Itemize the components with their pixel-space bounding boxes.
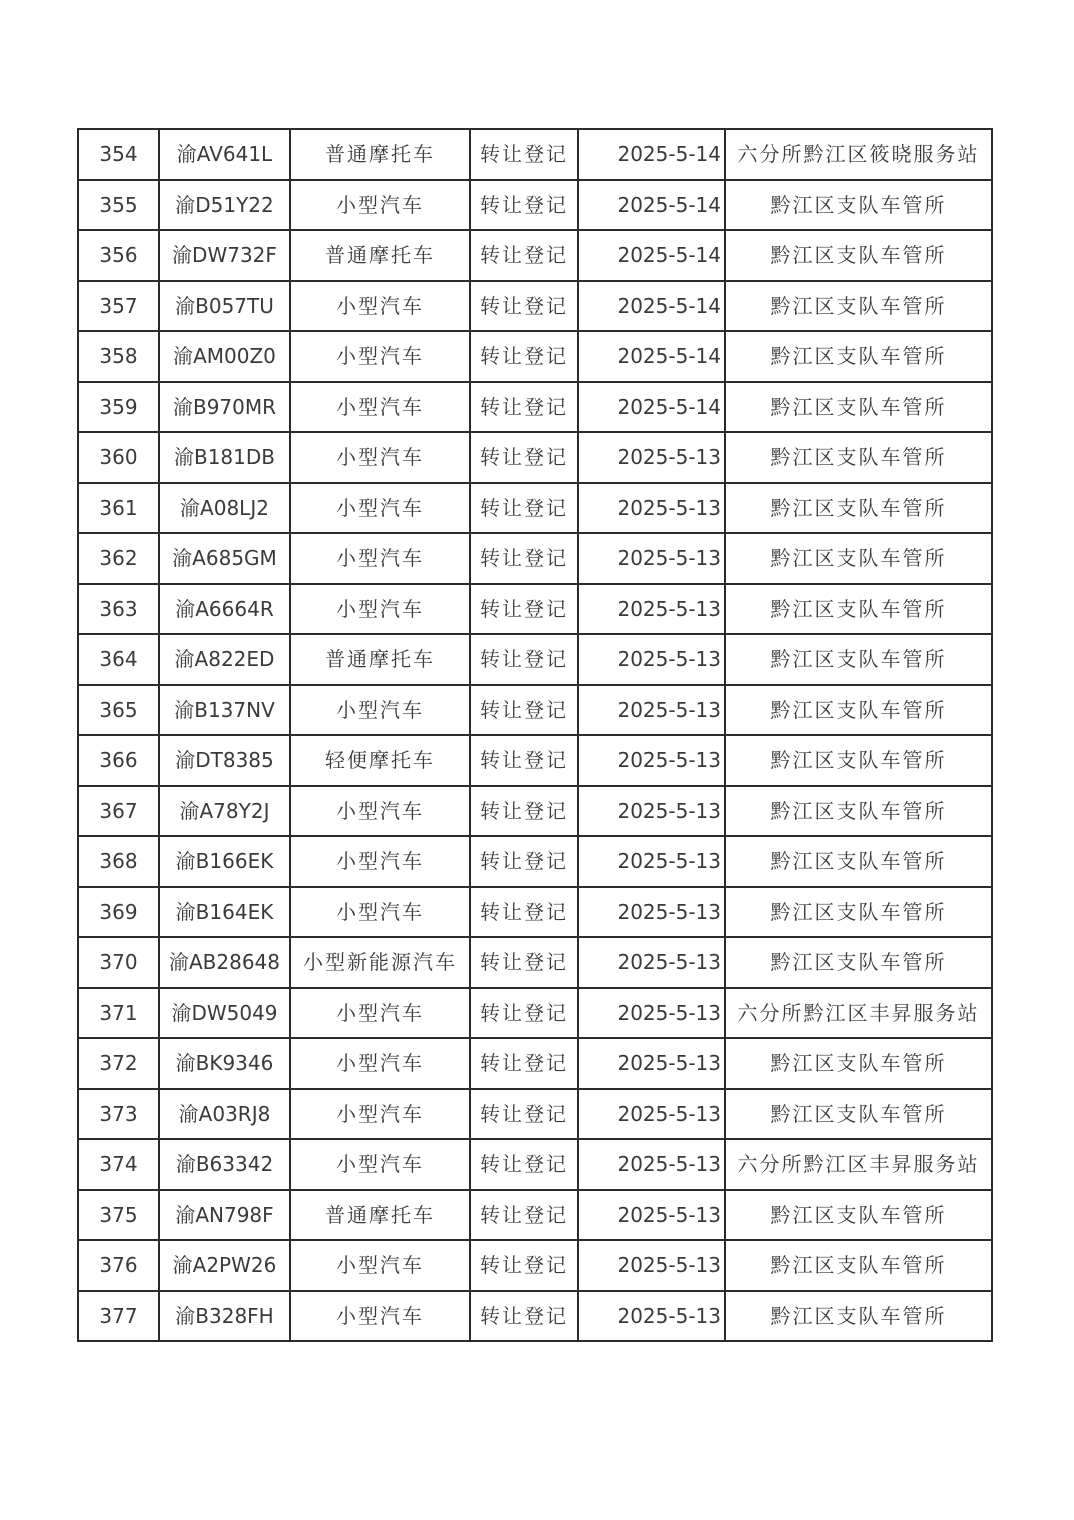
- sequence-number-cell: 356: [78, 230, 159, 281]
- vehicle-type-cell: 普通摩托车: [290, 1190, 470, 1241]
- date-cell: 2025-5-14: [578, 331, 725, 382]
- sequence-number-cell: 360: [78, 432, 159, 483]
- business-type-cell: 转让登记: [470, 937, 578, 988]
- table-row: [78, 180, 992, 231]
- table-row: [78, 584, 992, 635]
- office-cell: 黔江区支队车管所: [725, 432, 992, 483]
- sequence-number-cell: 369: [78, 887, 159, 938]
- business-type-cell: 转让登记: [470, 533, 578, 584]
- date-cell: 2025-5-13: [578, 1190, 725, 1241]
- plate-number-cell: 渝AM00Z0: [159, 331, 290, 382]
- table-row: [78, 685, 992, 736]
- business-type-cell: 转让登记: [470, 1139, 578, 1190]
- business-type-cell: 转让登记: [470, 129, 578, 180]
- table-row: [78, 836, 992, 887]
- date-cell: 2025-5-13: [578, 432, 725, 483]
- date-cell: 2025-5-14: [578, 382, 725, 433]
- plate-number-cell: 渝DT8385: [159, 735, 290, 786]
- table-row: [78, 281, 992, 332]
- plate-number-cell: 渝B057TU: [159, 281, 290, 332]
- date-cell: 2025-5-13: [578, 1139, 725, 1190]
- vehicle-type-cell: 小型汽车: [290, 786, 470, 837]
- vehicle-type-cell: 小型汽车: [290, 1139, 470, 1190]
- table-row: [78, 937, 992, 988]
- sequence-number-cell: 366: [78, 735, 159, 786]
- table-row: [78, 1190, 992, 1241]
- date-cell: 2025-5-13: [578, 735, 725, 786]
- sequence-number-cell: 371: [78, 988, 159, 1039]
- table-row: [78, 735, 992, 786]
- office-cell: 黔江区支队车管所: [725, 533, 992, 584]
- office-cell: 黔江区支队车管所: [725, 735, 992, 786]
- business-type-cell: 转让登记: [470, 988, 578, 1039]
- office-cell: 黔江区支队车管所: [725, 584, 992, 635]
- plate-number-cell: 渝B164EK: [159, 887, 290, 938]
- office-cell: 六分所黔江区丰昇服务站: [725, 988, 992, 1039]
- office-cell: 黔江区支队车管所: [725, 887, 992, 938]
- business-type-cell: 转让登记: [470, 281, 578, 332]
- sequence-number-cell: 374: [78, 1139, 159, 1190]
- vehicle-type-cell: 小型汽车: [290, 483, 470, 534]
- plate-number-cell: 渝A685GM: [159, 533, 290, 584]
- business-type-cell: 转让登记: [470, 1190, 578, 1241]
- vehicle-type-cell: 小型汽车: [290, 382, 470, 433]
- date-cell: 2025-5-13: [578, 1038, 725, 1089]
- sequence-number-cell: 370: [78, 937, 159, 988]
- plate-number-cell: 渝AN798F: [159, 1190, 290, 1241]
- office-cell: 黔江区支队车管所: [725, 1089, 992, 1140]
- plate-number-cell: 渝B181DB: [159, 432, 290, 483]
- date-cell: 2025-5-13: [578, 887, 725, 938]
- business-type-cell: 转让登记: [470, 735, 578, 786]
- date-cell: 2025-5-13: [578, 836, 725, 887]
- business-type-cell: 转让登记: [470, 887, 578, 938]
- sequence-number-cell: 354: [78, 129, 159, 180]
- office-cell: 黔江区支队车管所: [725, 1291, 992, 1342]
- table-row: [78, 988, 992, 1039]
- table-row: [78, 1089, 992, 1140]
- office-cell: 黔江区支队车管所: [725, 937, 992, 988]
- office-cell: 六分所黔江区丰昇服务站: [725, 1139, 992, 1190]
- vehicle-type-cell: 小型汽车: [290, 887, 470, 938]
- sequence-number-cell: 372: [78, 1038, 159, 1089]
- plate-number-cell: 渝B166EK: [159, 836, 290, 887]
- sequence-number-cell: 359: [78, 382, 159, 433]
- business-type-cell: 转让登记: [470, 483, 578, 534]
- plate-number-cell: 渝AB28648: [159, 937, 290, 988]
- business-type-cell: 转让登记: [470, 1089, 578, 1140]
- table-row: [78, 230, 992, 281]
- sequence-number-cell: 362: [78, 533, 159, 584]
- vehicle-type-cell: 普通摩托车: [290, 129, 470, 180]
- business-type-cell: 转让登记: [470, 836, 578, 887]
- sequence-number-cell: 375: [78, 1190, 159, 1241]
- table-row: [78, 1240, 992, 1291]
- sequence-number-cell: 357: [78, 281, 159, 332]
- date-cell: 2025-5-13: [578, 685, 725, 736]
- sequence-number-cell: 363: [78, 584, 159, 635]
- plate-number-cell: 渝A2PW26: [159, 1240, 290, 1291]
- registration-table: [77, 128, 993, 1342]
- sequence-number-cell: 364: [78, 634, 159, 685]
- vehicle-type-cell: 小型汽车: [290, 533, 470, 584]
- sequence-number-cell: 368: [78, 836, 159, 887]
- office-cell: 黔江区支队车管所: [725, 281, 992, 332]
- business-type-cell: 转让登记: [470, 180, 578, 231]
- office-cell: 黔江区支队车管所: [725, 634, 992, 685]
- vehicle-type-cell: 普通摩托车: [290, 230, 470, 281]
- business-type-cell: 转让登记: [470, 331, 578, 382]
- date-cell: 2025-5-13: [578, 937, 725, 988]
- sequence-number-cell: 358: [78, 331, 159, 382]
- sequence-number-cell: 376: [78, 1240, 159, 1291]
- table-row: [78, 331, 992, 382]
- office-cell: 黔江区支队车管所: [725, 382, 992, 433]
- date-cell: 2025-5-13: [578, 988, 725, 1039]
- sequence-number-cell: 377: [78, 1291, 159, 1342]
- date-cell: 2025-5-13: [578, 1291, 725, 1342]
- date-cell: 2025-5-13: [578, 786, 725, 837]
- plate-number-cell: 渝D51Y22: [159, 180, 290, 231]
- vehicle-type-cell: 小型汽车: [290, 988, 470, 1039]
- vehicle-type-cell: 小型汽车: [290, 180, 470, 231]
- office-cell: 黔江区支队车管所: [725, 685, 992, 736]
- business-type-cell: 转让登记: [470, 634, 578, 685]
- table-row: [78, 634, 992, 685]
- registration-table-body: [78, 129, 992, 1341]
- office-cell: 六分所黔江区筱晓服务站: [725, 129, 992, 180]
- sequence-number-cell: 361: [78, 483, 159, 534]
- date-cell: 2025-5-13: [578, 584, 725, 635]
- plate-number-cell: 渝B63342: [159, 1139, 290, 1190]
- date-cell: 2025-5-14: [578, 129, 725, 180]
- date-cell: 2025-5-14: [578, 230, 725, 281]
- date-cell: 2025-5-13: [578, 1089, 725, 1140]
- table-row: [78, 1038, 992, 1089]
- plate-number-cell: 渝B970MR: [159, 382, 290, 433]
- office-cell: 黔江区支队车管所: [725, 180, 992, 231]
- plate-number-cell: 渝A08LJ2: [159, 483, 290, 534]
- plate-number-cell: 渝BK9346: [159, 1038, 290, 1089]
- vehicle-type-cell: 小型汽车: [290, 1038, 470, 1089]
- table-row: [78, 382, 992, 433]
- office-cell: 黔江区支队车管所: [725, 1240, 992, 1291]
- vehicle-type-cell: 小型汽车: [290, 432, 470, 483]
- date-cell: 2025-5-13: [578, 533, 725, 584]
- table-row: [78, 786, 992, 837]
- vehicle-type-cell: 小型汽车: [290, 836, 470, 887]
- plate-number-cell: 渝DW732F: [159, 230, 290, 281]
- date-cell: 2025-5-13: [578, 634, 725, 685]
- plate-number-cell: 渝B328FH: [159, 1291, 290, 1342]
- office-cell: 黔江区支队车管所: [725, 331, 992, 382]
- plate-number-cell: 渝DW5049: [159, 988, 290, 1039]
- business-type-cell: 转让登记: [470, 584, 578, 635]
- table-row: [78, 887, 992, 938]
- sequence-number-cell: 367: [78, 786, 159, 837]
- vehicle-type-cell: 小型汽车: [290, 1240, 470, 1291]
- table-row: [78, 483, 992, 534]
- plate-number-cell: 渝A822ED: [159, 634, 290, 685]
- office-cell: 黔江区支队车管所: [725, 1190, 992, 1241]
- table-row: [78, 129, 992, 180]
- business-type-cell: 转让登记: [470, 685, 578, 736]
- business-type-cell: 转让登记: [470, 1291, 578, 1342]
- business-type-cell: 转让登记: [470, 1240, 578, 1291]
- vehicle-type-cell: 普通摩托车: [290, 634, 470, 685]
- sequence-number-cell: 373: [78, 1089, 159, 1140]
- vehicle-type-cell: 小型汽车: [290, 584, 470, 635]
- vehicle-type-cell: 轻便摩托车: [290, 735, 470, 786]
- date-cell: 2025-5-13: [578, 483, 725, 534]
- business-type-cell: 转让登记: [470, 1038, 578, 1089]
- office-cell: 黔江区支队车管所: [725, 786, 992, 837]
- date-cell: 2025-5-14: [578, 180, 725, 231]
- table-row: [78, 1291, 992, 1342]
- vehicle-type-cell: 小型新能源汽车: [290, 937, 470, 988]
- vehicle-type-cell: 小型汽车: [290, 281, 470, 332]
- business-type-cell: 转让登记: [470, 382, 578, 433]
- date-cell: 2025-5-14: [578, 281, 725, 332]
- office-cell: 黔江区支队车管所: [725, 836, 992, 887]
- vehicle-type-cell: 小型汽车: [290, 1291, 470, 1342]
- sequence-number-cell: 355: [78, 180, 159, 231]
- business-type-cell: 转让登记: [470, 432, 578, 483]
- plate-number-cell: 渝A03RJ8: [159, 1089, 290, 1140]
- table-row: [78, 533, 992, 584]
- plate-number-cell: 渝A6664R: [159, 584, 290, 635]
- plate-number-cell: 渝AV641L: [159, 129, 290, 180]
- office-cell: 黔江区支队车管所: [725, 483, 992, 534]
- table-row: [78, 1139, 992, 1190]
- office-cell: 黔江区支队车管所: [725, 230, 992, 281]
- business-type-cell: 转让登记: [470, 786, 578, 837]
- plate-number-cell: 渝A78Y2J: [159, 786, 290, 837]
- vehicle-type-cell: 小型汽车: [290, 1089, 470, 1140]
- sequence-number-cell: 365: [78, 685, 159, 736]
- vehicle-type-cell: 小型汽车: [290, 331, 470, 382]
- business-type-cell: 转让登记: [470, 230, 578, 281]
- table-row: [78, 432, 992, 483]
- vehicle-type-cell: 小型汽车: [290, 685, 470, 736]
- office-cell: 黔江区支队车管所: [725, 1038, 992, 1089]
- plate-number-cell: 渝B137NV: [159, 685, 290, 736]
- date-cell: 2025-5-13: [578, 1240, 725, 1291]
